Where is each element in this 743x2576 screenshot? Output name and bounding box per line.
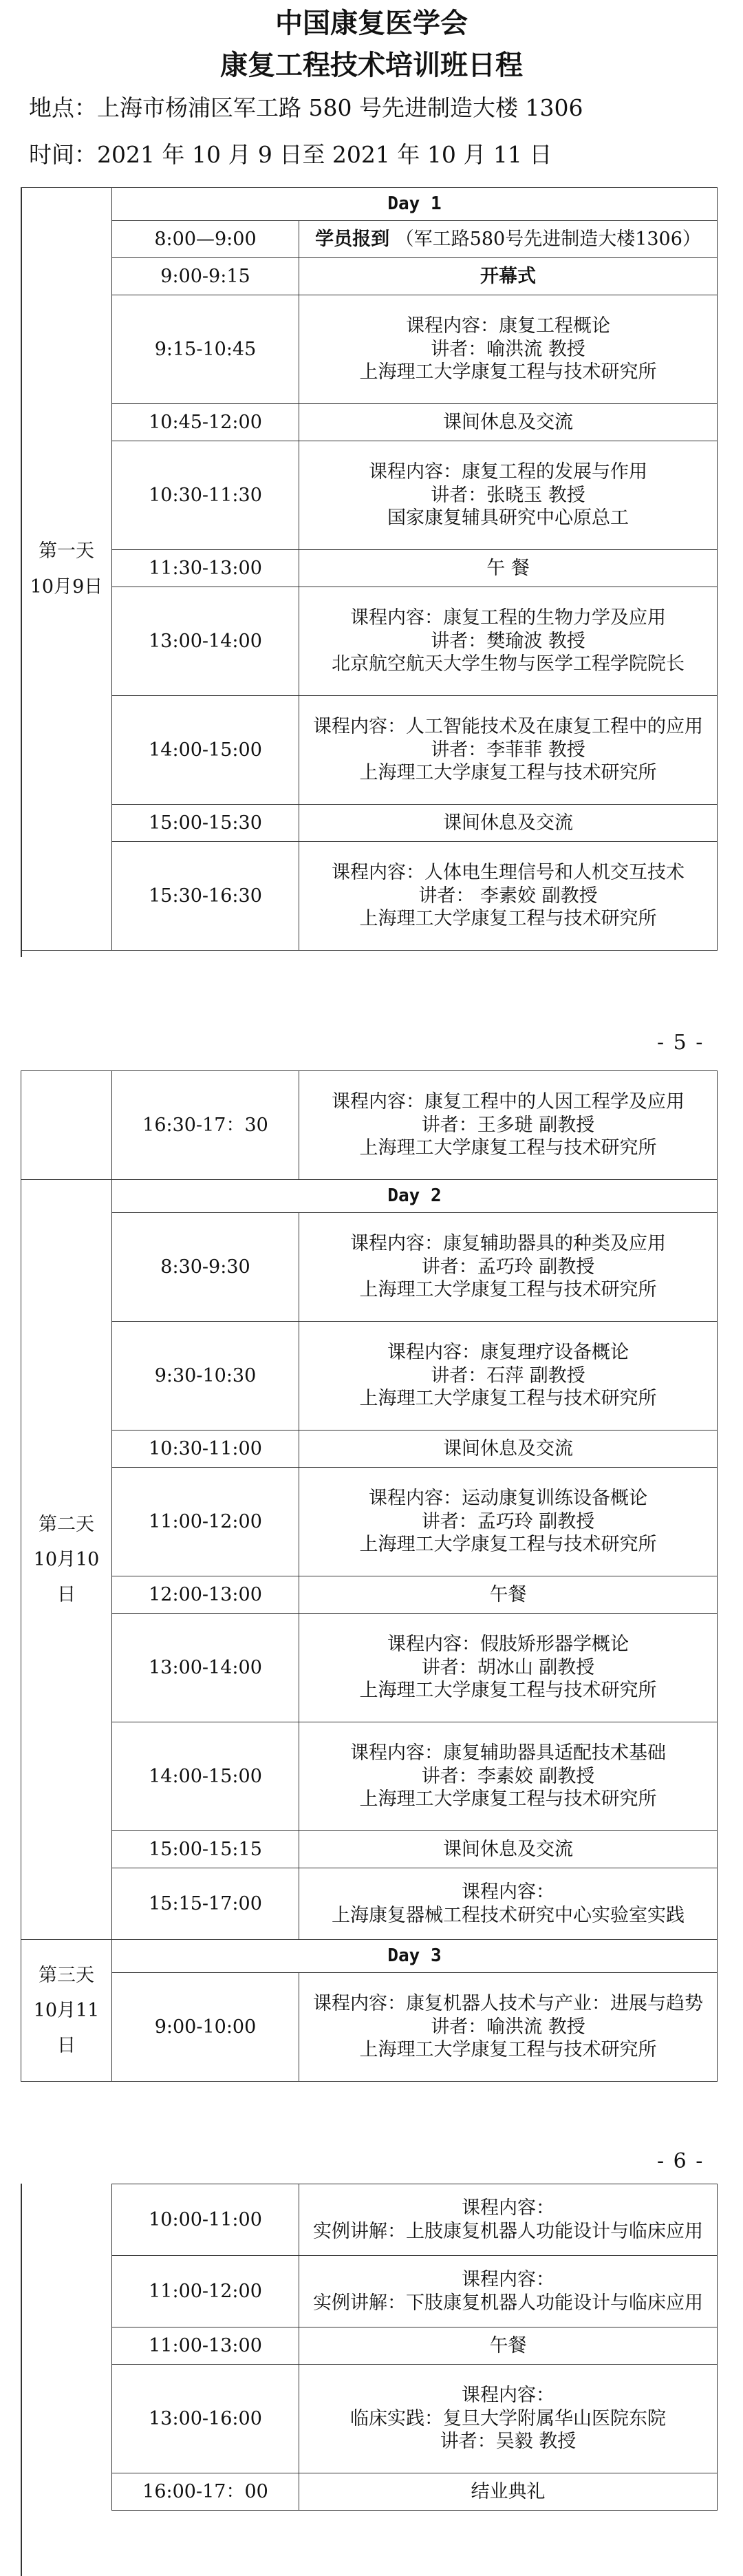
content-cell [299, 258, 718, 295]
content-line: 讲者：樊瑜波 教授 [431, 630, 585, 652]
time-cell: 11:30-13:00 [112, 550, 299, 587]
time-cell: 10:00-11:00 [112, 2184, 299, 2256]
table-row [21, 1430, 718, 1468]
content-line: 上海理工大学康复工程与技术研究所 [359, 2039, 657, 2061]
day-label-line: 日 [57, 2035, 76, 2057]
content-line: 结业典礼 [471, 2480, 546, 2502]
time-cell: 15:30-16:30 [112, 842, 299, 951]
time-cell: 10:45-12:00 [112, 404, 299, 441]
doc-title-line1: 中国康复医学会 [275, 8, 468, 39]
table-row [21, 550, 718, 587]
content-line: 课程内容：康复辅助器具适配技术基础 [350, 1742, 666, 1764]
blank-day-cell [21, 2327, 112, 2365]
day-label-line: 第二天 [39, 1513, 94, 1535]
day-label-line: 10月9日 [30, 576, 103, 598]
content-line: 讲者：张晓玉 教授 [431, 484, 585, 506]
time-cell: 15:15-17:00 [112, 1868, 299, 1940]
table-row [21, 1614, 718, 1722]
time-cell: 13:00-14:00 [112, 1614, 299, 1722]
content-cell [299, 1071, 718, 1180]
content-line: 课间休息及交流 [443, 411, 573, 433]
content-line: 讲者：吴毅 教授 [440, 2431, 577, 2453]
content-line: 课间休息及交流 [443, 1437, 573, 1459]
content-line: 开幕式 [480, 265, 536, 287]
time-cell: 10:30-11:30 [112, 441, 299, 550]
content-cell [299, 1614, 718, 1722]
content-line: 课程内容：康复工程中的人因工程学及应用 [332, 1090, 685, 1112]
schedule-table-page3 [21, 2184, 717, 2511]
blank-day-cell [21, 2473, 112, 2511]
content-line: 讲者：王多琎 副教授 [421, 1114, 595, 1136]
day-header-row [21, 1180, 718, 1213]
time-cell: 13:00-14:00 [112, 587, 299, 696]
content-cell [299, 2256, 718, 2327]
time-cell: 14:00-15:00 [112, 1722, 299, 1831]
content-cell [299, 2327, 718, 2365]
table-row [21, 404, 718, 441]
content-line: 课程内容：假肢矫形器学概论 [387, 1633, 629, 1655]
table-row [21, 1831, 718, 1868]
content-line: 上海理工大学康复工程与技术研究所 [359, 1137, 657, 1159]
day-label-line: 第一天 [39, 540, 94, 562]
content-cell [299, 1468, 718, 1576]
content-line: 课程内容：康复工程的发展与作用 [369, 461, 647, 483]
day-header: Day 1 [112, 188, 718, 221]
content-line: 午餐 [489, 2334, 527, 2356]
content-line: 课程内容：康复工程的生物力学及应用 [350, 606, 666, 629]
day-header: Day 3 [112, 1940, 718, 1973]
content-line: 课程内容：人体电生理信号和人机交互技术 [332, 861, 685, 883]
blank-day-cell [21, 2184, 112, 2256]
content-line: 上海理工大学康复工程与技术研究所 [359, 1534, 657, 1556]
day-label-cell [21, 1180, 112, 1940]
table-row [21, 1468, 718, 1576]
time-cell: 9:00-10:00 [112, 1973, 299, 2082]
table-row [21, 2184, 718, 2256]
schedule-table-page2 [21, 1070, 717, 2082]
time-cell: 11:00-13:00 [112, 2327, 299, 2365]
content-cell [299, 1868, 718, 1940]
time-cell: 11:00-12:00 [112, 2256, 299, 2327]
content-cell [299, 1831, 718, 1868]
content-line: 课程内容：康复辅助器具的种类及应用 [350, 1232, 666, 1254]
content-cell [299, 1213, 718, 1322]
page-number-6: - 6 - [657, 2149, 704, 2173]
time-cell: 9:30-10:30 [112, 1322, 299, 1430]
content-cell [299, 404, 718, 441]
content-line: 讲者：喻洪流 教授 [431, 2016, 585, 2038]
table-row [21, 441, 718, 550]
time-cell: 13:00-16:00 [112, 2365, 299, 2473]
day-header-row [21, 1940, 718, 1973]
blank-day-cell [21, 1071, 112, 1180]
content-line: 上海理工大学康复工程与技术研究所 [359, 762, 657, 784]
table-row [21, 221, 718, 258]
content-line: 讲者：孟巧玲 副教授 [421, 1510, 595, 1532]
content-line: 课程内容： [462, 1881, 554, 1903]
location-line: 地点：上海市杨浦区军工路 580 号先进制造大楼 1306 [29, 94, 583, 121]
time-cell: 9:00-9:15 [112, 258, 299, 295]
content-line: 课间休息及交流 [443, 1838, 573, 1860]
table-row [21, 1322, 718, 1430]
content-cell [299, 587, 718, 696]
table-row [21, 1071, 718, 1180]
day-label-line: 10月11 [33, 1999, 100, 2021]
time-cell: 15:00-15:30 [112, 805, 299, 842]
doc-title-line2: 康复工程技术培训班日程 [220, 50, 523, 81]
day-label-line: 第三天 [39, 1964, 94, 1986]
time-cell: 15:00-15:15 [112, 1831, 299, 1868]
content-cell [299, 221, 718, 258]
table-row [21, 2473, 718, 2511]
table-row [21, 1973, 718, 2082]
page-number-5: - 5 - [657, 1031, 704, 1055]
content-cell [299, 2184, 718, 2256]
content-line: 课程内容： [462, 2197, 554, 2219]
content-cell [299, 1322, 718, 1430]
time-cell: 10:30-11:00 [112, 1430, 299, 1468]
day-label-line: 10月10 [33, 1548, 100, 1570]
time-cell: 9:15-10:45 [112, 295, 299, 404]
content-line: 上海理工大学康复工程与技术研究所 [359, 1279, 657, 1301]
day-header-row [21, 188, 718, 221]
day-label-line: 日 [57, 1584, 76, 1606]
table-row [21, 1722, 718, 1831]
content-cell [299, 2365, 718, 2473]
content-cell [299, 1722, 718, 1831]
content-cell [299, 1576, 718, 1614]
table-row [21, 587, 718, 696]
content-line: 午餐 [489, 1583, 527, 1605]
content-line: 课程内容： [462, 2384, 554, 2406]
time-cell: 8:00—9:00 [112, 221, 299, 258]
content-line: 上海理工大学康复工程与技术研究所 [359, 1680, 657, 1702]
time-cell: 8:30-9:30 [112, 1213, 299, 1322]
content-line: 讲者：石萍 副教授 [431, 1364, 585, 1386]
table-row [21, 1868, 718, 1940]
blank-day-cell [21, 2256, 112, 2327]
content-line: 讲者：李菲菲 教授 [431, 739, 585, 761]
content-line: 临床实践：复旦大学附属华山医院东院 [350, 2407, 666, 2429]
content-line: 北京航空航天大学生物与医学工程学院院长 [332, 653, 685, 675]
blank-day-cell [21, 2365, 112, 2473]
time-line: 时间：2021 年 10 月 9 日至 2021 年 10 月 11 日 [29, 141, 552, 168]
content-cell [299, 805, 718, 842]
time-cell: 14:00-15:00 [112, 696, 299, 805]
content-line: 课程内容：康复理疗设备概论 [387, 1341, 629, 1363]
content-cell [299, 1430, 718, 1468]
content-cell [299, 441, 718, 550]
content-cell [299, 1973, 718, 2082]
content-line: 上海理工大学康复工程与技术研究所 [359, 1388, 657, 1410]
time-cell: 12:00-13:00 [112, 1576, 299, 1614]
table-row [21, 2365, 718, 2473]
content-line: 课程内容：运动康复训练设备概论 [369, 1487, 647, 1509]
content-line: 学员报到 （军工路580号先进制造大楼1306） [315, 228, 701, 250]
table-row [21, 1213, 718, 1322]
schedule-table-page1 [21, 187, 717, 951]
content-line: 课间休息及交流 [443, 812, 573, 834]
content-line: 课程内容： [462, 2268, 554, 2290]
table-row [21, 842, 718, 951]
content-line: 讲者：胡冰山 副教授 [421, 1656, 595, 1678]
content-line: 上海理工大学康复工程与技术研究所 [359, 361, 657, 383]
table-row [21, 805, 718, 842]
day-label-cell [21, 1940, 112, 2082]
content-line: 上海理工大学康复工程与技术研究所 [359, 908, 657, 930]
content-line: 讲者： 李素姣 副教授 [418, 885, 598, 907]
day-label-cell [21, 188, 112, 951]
table-row [21, 696, 718, 805]
content-cell [299, 696, 718, 805]
day-header: Day 2 [112, 1180, 718, 1213]
table-row [21, 258, 718, 295]
content-line: 课程内容：康复工程概论 [406, 315, 610, 337]
table-row [21, 1576, 718, 1614]
time-cell: 16:00-17：00 [112, 2473, 299, 2511]
content-cell [299, 550, 718, 587]
content-line: 讲者：李素姣 副教授 [421, 1765, 595, 1787]
content-line: 课程内容：人工智能技术及在康复工程中的应用 [313, 715, 703, 737]
table-row [21, 295, 718, 404]
content-line: 实例讲解：上肢康复机器人功能设计与临床应用 [313, 2220, 703, 2242]
content-cell [299, 842, 718, 951]
table-row [21, 2256, 718, 2327]
content-line: 讲者：孟巧玲 副教授 [421, 1256, 595, 1278]
content-line: 上海理工大学康复工程与技术研究所 [359, 1788, 657, 1810]
table-row [21, 2327, 718, 2365]
content-line: 午 餐 [486, 557, 530, 579]
content-line: 上海康复器械工程技术研究中心实验室实践 [332, 1904, 685, 1926]
content-line: 讲者：喻洪流 教授 [431, 338, 585, 360]
content-line: 实例讲解：下肢康复机器人功能设计与临床应用 [313, 2292, 703, 2314]
time-cell: 16:30-17：30 [112, 1071, 299, 1180]
content-cell [299, 2473, 718, 2511]
content-line: 国家康复辅具研究中心原总工 [387, 507, 629, 529]
time-cell: 11:00-12:00 [112, 1468, 299, 1576]
content-cell [299, 295, 718, 404]
content-line: 课程内容：康复机器人技术与产业：进展与趋势 [313, 1992, 703, 2014]
